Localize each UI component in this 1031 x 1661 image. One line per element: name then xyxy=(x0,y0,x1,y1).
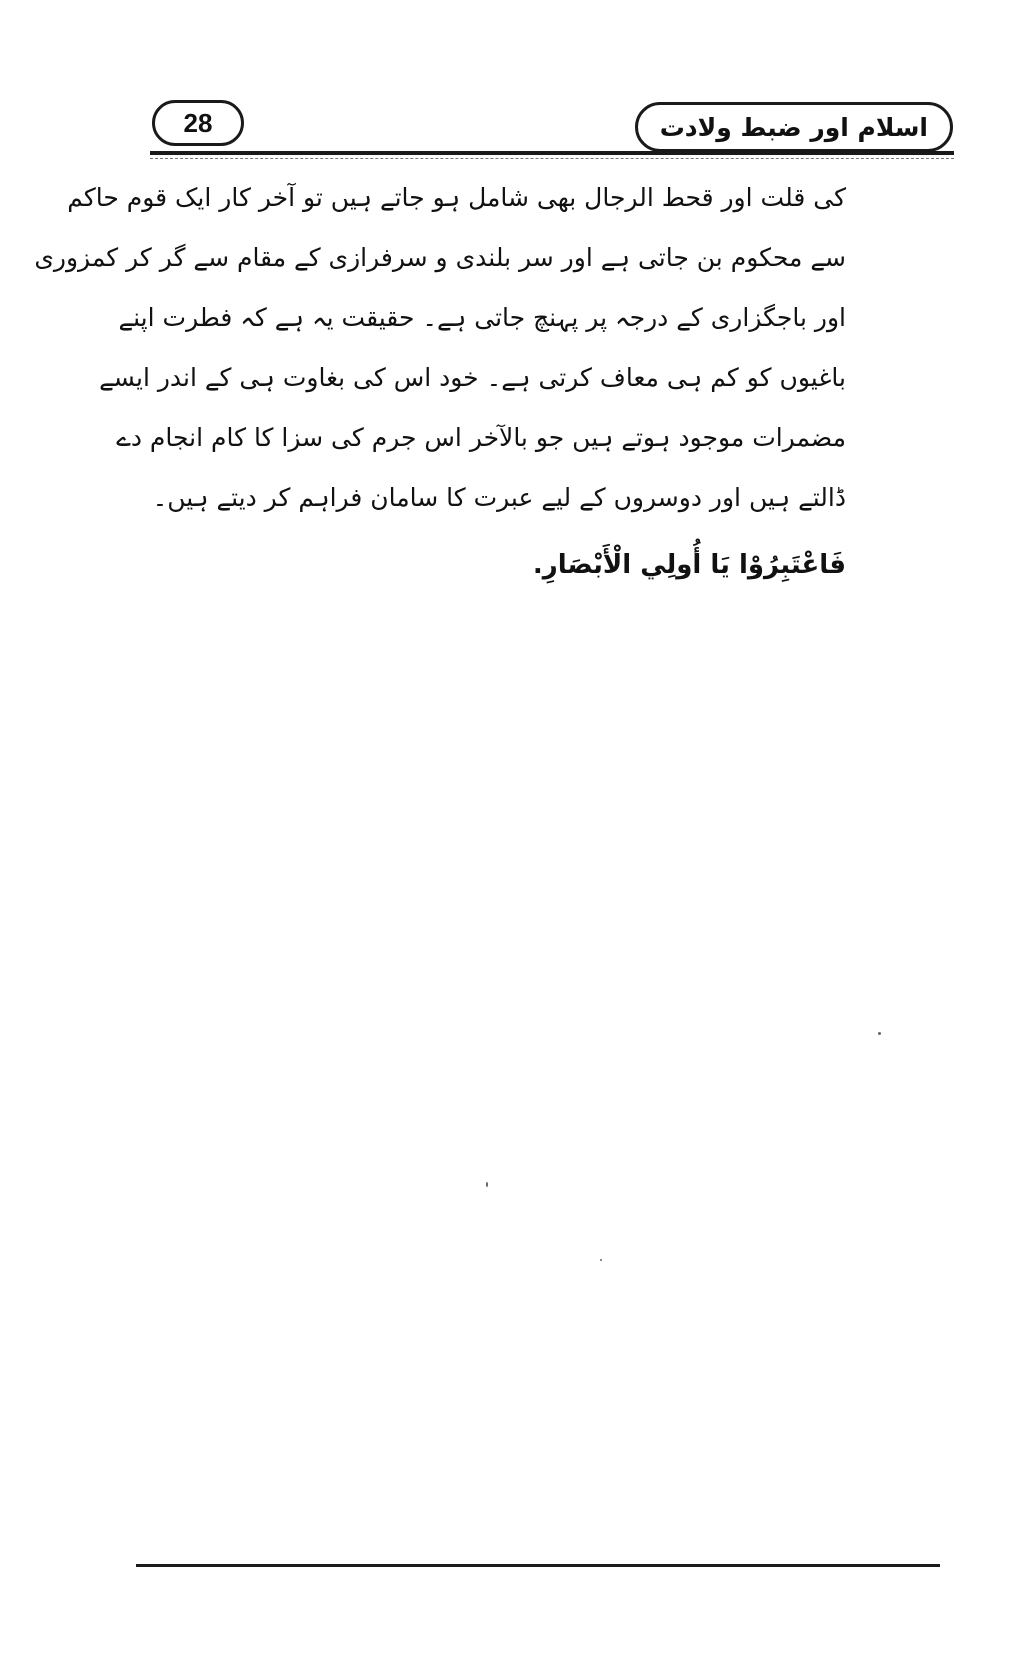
body-paragraph xyxy=(34,168,846,528)
body-line: باغیوں کو کم ہی معاف کرتی ہے۔ خود اس کی بغاوت ہی کے اندر ایسے xyxy=(99,363,846,392)
body-line: مضمرات موجود ہوتے ہیں جو بالآخر اس جرم کی سزا کا کام انجام دے xyxy=(116,423,846,452)
header-divider xyxy=(150,151,954,155)
book-title: اسلام اور ضبط ولادت xyxy=(635,102,953,152)
body-line: اور باجگزاری کے درجہ پر پہنچ جاتی ہے۔ حقیقت یہ ہے کہ فطرت اپنے xyxy=(118,303,846,332)
quran-phrase: فَاعْتَبِرُوْا يَا أُولِي الْأَبْصَارِ. xyxy=(532,550,846,580)
scan-speck xyxy=(600,1259,602,1261)
body-line: ڈالتے ہیں اور دوسروں کے لیے عبرت کا سامان فراہم کر دیتے ہیں۔ xyxy=(152,483,846,512)
page-number: 28 xyxy=(152,100,244,146)
footer-divider xyxy=(136,1564,940,1567)
scan-speck xyxy=(878,1032,881,1035)
body-line: کی قلت اور قحط الرجال بھی شامل ہو جاتے ہیں تو آخر کار ایک قوم حاکم xyxy=(67,183,846,212)
scan-speck xyxy=(486,1182,488,1187)
header-divider-thin xyxy=(150,158,954,159)
body-line: سے محکوم بن جاتی ہے اور سر بلندی و سرفرازی کے مقام سے گر کر کمزوری xyxy=(34,243,846,272)
